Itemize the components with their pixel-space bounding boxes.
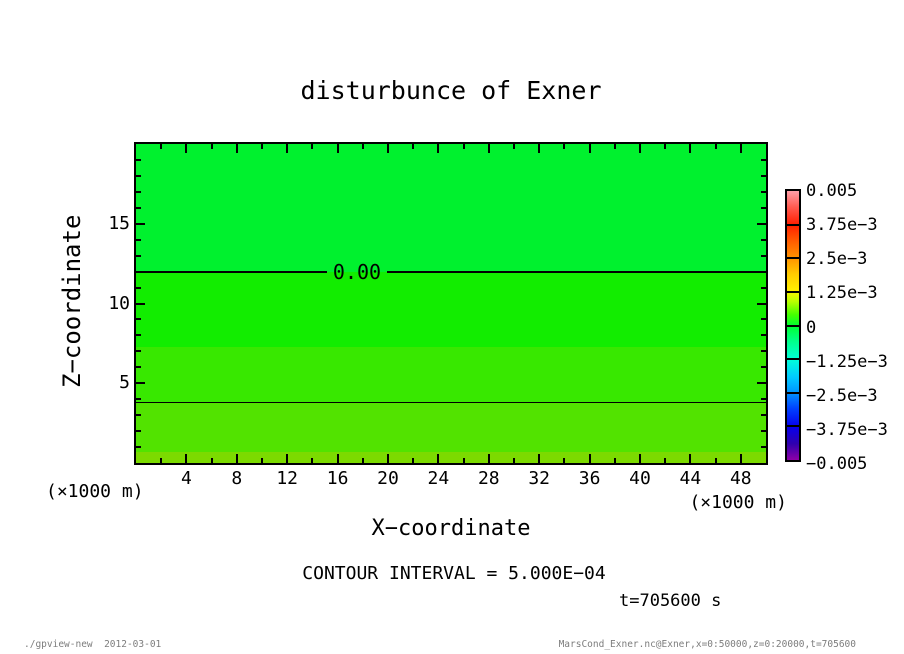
y-tick xyxy=(757,303,766,305)
contour-line xyxy=(136,402,766,403)
x-tick xyxy=(740,144,742,153)
x-tick xyxy=(488,454,490,463)
y-tick xyxy=(761,350,766,352)
colorbar-label: 0 xyxy=(806,317,817,338)
x-tick xyxy=(286,454,288,463)
colorbar xyxy=(785,189,801,462)
colorbar-cell-divider xyxy=(787,358,799,360)
x-tick xyxy=(185,454,187,463)
y-tick xyxy=(761,334,766,336)
x-tick xyxy=(488,144,490,153)
y-tick xyxy=(136,446,141,448)
contour-interval-caption: CONTOUR INTERVAL = 5.000E−04 xyxy=(302,563,606,584)
y-axis-unit: (×1000 m) xyxy=(46,481,144,502)
y-tick xyxy=(136,287,141,289)
colorbar-label: −0.005 xyxy=(806,454,868,474)
time-stamp: t=705600 s xyxy=(619,591,722,611)
x-tick xyxy=(563,144,565,149)
colorbar-cell-divider xyxy=(787,291,799,293)
y-tick xyxy=(136,414,141,416)
colorbar-cell-divider xyxy=(787,325,799,327)
y-tick xyxy=(136,318,141,320)
y-tick xyxy=(136,334,141,336)
x-tick-label: 16 xyxy=(326,468,349,489)
fill-band xyxy=(136,144,766,272)
x-tick xyxy=(286,144,288,153)
x-tick xyxy=(437,454,439,463)
x-tick-label: 20 xyxy=(377,468,399,489)
x-axis-title: X−coordinate xyxy=(371,516,531,541)
y-tick xyxy=(136,398,141,400)
plot-area xyxy=(134,142,768,465)
y-tick xyxy=(136,350,141,352)
contour-line xyxy=(136,271,327,273)
x-tick xyxy=(337,454,339,463)
y-tick xyxy=(136,255,141,257)
x-tick-label: 4 xyxy=(180,468,192,489)
y-tick xyxy=(757,382,766,384)
y-tick xyxy=(136,271,141,273)
y-tick-label: 15 xyxy=(108,212,130,234)
y-tick xyxy=(136,430,141,432)
colorbar-cell-divider xyxy=(787,257,799,259)
x-tick-label: 24 xyxy=(427,468,450,489)
x-tick xyxy=(664,458,666,463)
y-tick xyxy=(136,159,141,161)
x-tick xyxy=(689,454,691,463)
y-tick xyxy=(136,239,141,241)
y-tick-label: 5 xyxy=(119,372,130,394)
page-title: disturbunce of Exner xyxy=(300,76,602,105)
x-tick xyxy=(538,454,540,463)
y-tick xyxy=(136,303,145,305)
x-tick-label: 44 xyxy=(679,468,702,489)
colorbar-label: 2.5e−3 xyxy=(806,249,868,270)
footer-source-text: MarsCond_Exner.nc@Exner,x=0:50000,z=0:20000,t=705600 xyxy=(558,639,856,650)
colorbar-label: −2.5e−3 xyxy=(806,385,878,406)
x-tick xyxy=(160,458,162,463)
x-tick xyxy=(589,144,591,153)
colorbar-cell-divider xyxy=(787,425,799,427)
y-tick xyxy=(136,207,141,209)
x-tick xyxy=(538,144,540,153)
y-tick xyxy=(136,175,141,177)
x-tick xyxy=(261,458,263,463)
fill-band xyxy=(136,347,766,403)
x-tick xyxy=(463,144,465,149)
y-tick xyxy=(136,382,145,384)
footer-command-text: ./gpview-new 2012-03-01 xyxy=(24,639,162,650)
x-tick xyxy=(387,144,389,153)
x-tick xyxy=(715,144,717,149)
x-tick-label: 8 xyxy=(231,468,243,489)
x-tick xyxy=(614,458,616,463)
x-tick xyxy=(387,454,389,463)
x-tick xyxy=(689,144,691,153)
x-tick-label: 12 xyxy=(276,468,299,489)
y-tick-label: 10 xyxy=(108,292,130,314)
y-tick xyxy=(761,239,766,241)
x-tick-label: 48 xyxy=(729,468,752,489)
x-axis-unit: (×1000 m) xyxy=(689,492,787,513)
x-tick-label: 40 xyxy=(629,468,651,489)
y-tick xyxy=(136,223,145,225)
x-tick xyxy=(236,144,238,153)
colorbar-label: 0.005 xyxy=(806,181,858,201)
x-tick xyxy=(563,458,565,463)
x-tick xyxy=(639,144,641,153)
y-axis-title: Z−coordinate xyxy=(58,214,86,388)
y-tick xyxy=(761,414,766,416)
x-tick xyxy=(614,144,616,149)
y-tick xyxy=(761,255,766,257)
x-tick xyxy=(362,458,364,463)
x-tick xyxy=(236,454,238,463)
fill-band xyxy=(136,452,766,463)
x-tick xyxy=(261,144,263,149)
colorbar-label: −3.75e−3 xyxy=(806,419,888,440)
x-tick xyxy=(160,144,162,149)
y-tick xyxy=(761,287,766,289)
x-tick xyxy=(639,454,641,463)
x-tick xyxy=(311,144,313,149)
fill-band xyxy=(136,272,766,347)
contour-label: 0.00 xyxy=(332,260,382,284)
fill-band xyxy=(136,402,766,451)
y-tick xyxy=(757,223,766,225)
contour-line xyxy=(387,271,766,273)
x-tick xyxy=(185,144,187,153)
y-tick xyxy=(761,159,766,161)
y-tick xyxy=(761,398,766,400)
x-tick xyxy=(715,458,717,463)
x-tick xyxy=(740,454,742,463)
colorbar-label: 1.25e−3 xyxy=(806,283,878,304)
y-tick xyxy=(136,191,141,193)
x-tick xyxy=(437,144,439,153)
y-tick xyxy=(761,446,766,448)
x-tick xyxy=(211,458,213,463)
y-tick xyxy=(761,207,766,209)
colorbar-cell-divider xyxy=(787,392,799,394)
x-tick xyxy=(211,144,213,149)
x-tick xyxy=(513,144,515,149)
x-tick xyxy=(412,458,414,463)
x-tick xyxy=(589,454,591,463)
x-tick-label: 36 xyxy=(578,468,601,489)
y-tick xyxy=(761,318,766,320)
x-tick xyxy=(513,458,515,463)
y-tick xyxy=(761,366,766,368)
x-tick-label: 32 xyxy=(528,468,551,489)
x-tick-label: 28 xyxy=(477,468,500,489)
y-tick xyxy=(761,191,766,193)
x-tick xyxy=(337,144,339,153)
x-tick xyxy=(664,144,666,149)
colorbar-label: −1.25e−3 xyxy=(806,351,888,372)
x-tick xyxy=(463,458,465,463)
y-tick xyxy=(136,366,141,368)
x-tick xyxy=(412,144,414,149)
colorbar-cell-divider xyxy=(787,224,799,226)
x-tick xyxy=(362,144,364,149)
x-tick xyxy=(311,458,313,463)
y-tick xyxy=(761,175,766,177)
y-tick xyxy=(761,271,766,273)
y-tick xyxy=(761,430,766,432)
colorbar-label: 3.75e−3 xyxy=(806,215,878,236)
